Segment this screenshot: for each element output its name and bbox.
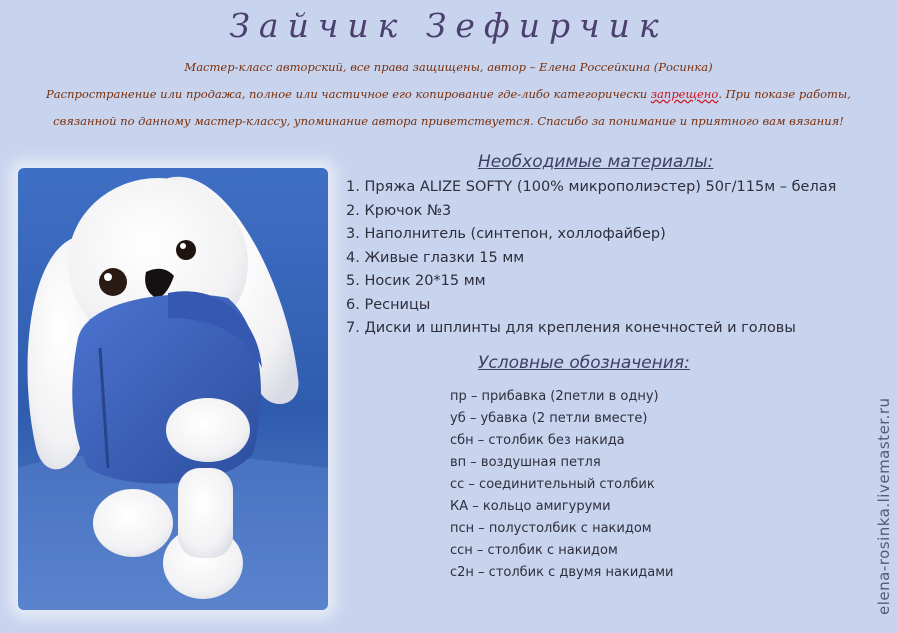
list-item: вп – воздушная петля xyxy=(450,455,601,470)
list-item: 5. Носик 20*15 мм xyxy=(346,273,486,289)
notice-text-start: Распространение или продажа, полное или частичное его копирование где-либо категорически xyxy=(46,87,651,101)
materials-list xyxy=(346,176,886,341)
symbols-list xyxy=(450,386,673,584)
list-item: 1. Пряжа ALIZE SOFTY (100% микрополиэстер) 50г/115м – белая xyxy=(346,179,837,195)
materials-heading: Необходимые материалы: xyxy=(478,152,714,172)
bunny-photo xyxy=(18,168,328,610)
list-item: пр – прибавка (2петли в одну) xyxy=(450,389,659,404)
list-item: 7. Диски и шплинты для крепления конечностей и головы xyxy=(346,320,796,336)
list-item: 6. Ресницы xyxy=(346,296,431,313)
distribution-notice xyxy=(0,87,897,101)
list-item: 3. Наполнитель (синтепон, холлофайбер) xyxy=(346,226,666,242)
copyright-line: Мастер-класс авторский, все права защищены, автор – Елена Россейкина (Росинка) xyxy=(184,60,713,74)
page-title: Зайчик Зефирчик xyxy=(229,6,668,45)
list-item: сбн – столбик без накида xyxy=(450,433,625,448)
site-watermark: elena-rosinka.livemaster.ru xyxy=(875,397,893,615)
list-item: сс – соединительный столбик xyxy=(450,477,655,492)
list-item: псн – полустолбик с накидом xyxy=(450,521,652,536)
thanks-line: связанной по данному мастер-классу, упоминание автора приветствуется. Спасибо за понимание и приятного вам вязания! xyxy=(53,114,844,128)
forbidden-word: запрещено xyxy=(650,87,719,101)
notice-text-end: . При показе работы, xyxy=(718,87,851,101)
symbols-heading: Условные обозначения: xyxy=(478,353,690,373)
list-item: ссн – столбик с накидом xyxy=(450,543,618,558)
list-item: уб – убавка (2 петли вместе) xyxy=(450,411,648,426)
list-item: 2. Крючок №3 xyxy=(346,202,452,219)
list-item: с2н – столбик с двумя накидами xyxy=(450,565,674,580)
list-item: КА – кольцо амигуруми xyxy=(450,499,611,514)
list-item: 4. Живые глазки 15 мм xyxy=(346,249,525,266)
